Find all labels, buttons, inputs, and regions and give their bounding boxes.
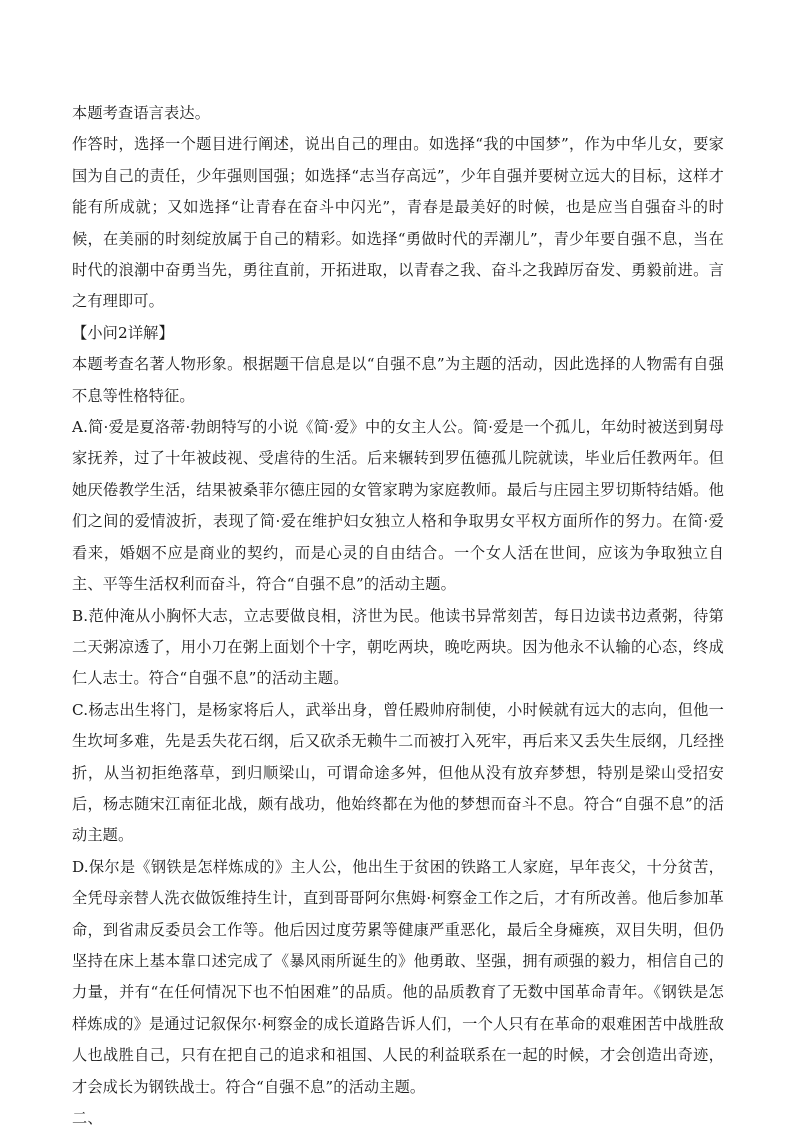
paragraph-topic-summary: 本题考查语言表达。: [72, 104, 211, 122]
paragraph-option-d: D.保尔是《钢铁是怎样炼成的》主人公，他出生于贫困的铁路工人家庭，早年丧父，十分贫苦，全凭母亲替人洗衣做饭维持生计，直到哥哥阿尔焦姆·柯察金工作之后，才有所改善。他后参加革命，到省肃反委员会工作等。他后因过度劳累等健康严重恶化，最后全身瘫痪，双目失明，但仍坚持在床上基本靠口述完成了《暴风雨所诞生的》他勇敢、坚强，拥有顽强的毅力，相信自己的力量，并有“在任何情况下也不怕困难”的品质。他的品质教育了无数中国革命青年。《钢铁是怎样炼成的》是通过记叙保尔·柯察金的成长道路告诉人们，一个人只有在革命的艰难困苦中战胜敌人也战胜自己，只有在把自己的追求和祖国、人民的利益联系在一起的时候，才会创造出奇迹，才会成长为钢铁战士。符合“自强不息”的活动主题。: [72, 857, 724, 1096]
paragraph-option-a: A.简·爱是夏洛蒂·勃朗特写的小说《简·爱》中的女主人公。简·爱是一个孤儿，年幼时被送到舅母家抚养，过了十年被歧视、受虐待的生活。后来辗转到罗伍德孤儿院就读，毕业后任教两年。但她厌倦教学生活，结果被桑菲尔德庄园的女管家聘为家庭教师。最后与庄园主罗切斯特结婚。他们之间的爱情波折，表现了简·爱在维护妇女独立人格和争取男女平权方面所作的努力。在简·爱看来，婚姻不应是商业的契约，而是心灵的自由结合。一个女人活在世间，应该为争取独立自主、平等生活权利而奋斗，符合“自强不息”的活动主题。: [72, 418, 724, 594]
section-heading-question-2: 【小问2详解】: [72, 323, 174, 342]
paragraph-answer-explanation: 作答时，选择一个题目进行阐述，说出自己的理由。如选择“我的中国梦”，作为中华儿女，要家国为自己的责任，少年强则国强；如选择“志当存高远”，少年自强并要树立远大的目标，这样才能有所成就；又如选择“让青春在奋斗中闪光”，青春是最美好的时候，也是应当自强奋斗的时候，在美丽的时刻绽放属于自己的精彩。如选择“勇做时代的弄潮儿”，青少年要自强不息，当在时代的浪潮中奋勇当先，勇往直前，开拓进取，以青春之我、奋斗之我踔厉奋发、勇毅前进。言之有理即可。: [72, 135, 724, 311]
section-number-two: 二、: [72, 1109, 103, 1127]
document-page: [72, 98, 724, 1134]
paragraph-option-c: C.杨志出生将门，是杨家将后人，武举出身，曾任殿帅府制使，小时候就有远大的志向，但他一生坎坷多难，先是丢失花石纲，后又砍杀无赖牛二而被打入死牢，再后来又丢失生辰纲，几经挫折，从当初拒绝落草，到归顺梁山，可谓命途多舛，但他从没有放弃梦想，特别是梁山受招安后，杨志随宋江南征北战，颇有战功，他始终都在为他的梦想而奋斗不息。符合“自强不息”的活动主题。: [72, 700, 724, 845]
paragraph-question-2-intro: 本题考查名著人物形象。根据题干信息是以“自强不息”为主题的活动，因此选择的人物需有自强不息等性格特征。: [72, 355, 724, 405]
paragraph-option-b: B.范仲淹从小胸怀大志，立志要做良相，济世为民。他读书异常刻苦，每日边读书边煮粥，待第二天粥凉透了，用小刀在粥上面划个十字，朝吃两块，晚吃两块。因为他永不认输的心态，终成仁人志士。符合“自强不息”的活动主题。: [72, 606, 724, 688]
